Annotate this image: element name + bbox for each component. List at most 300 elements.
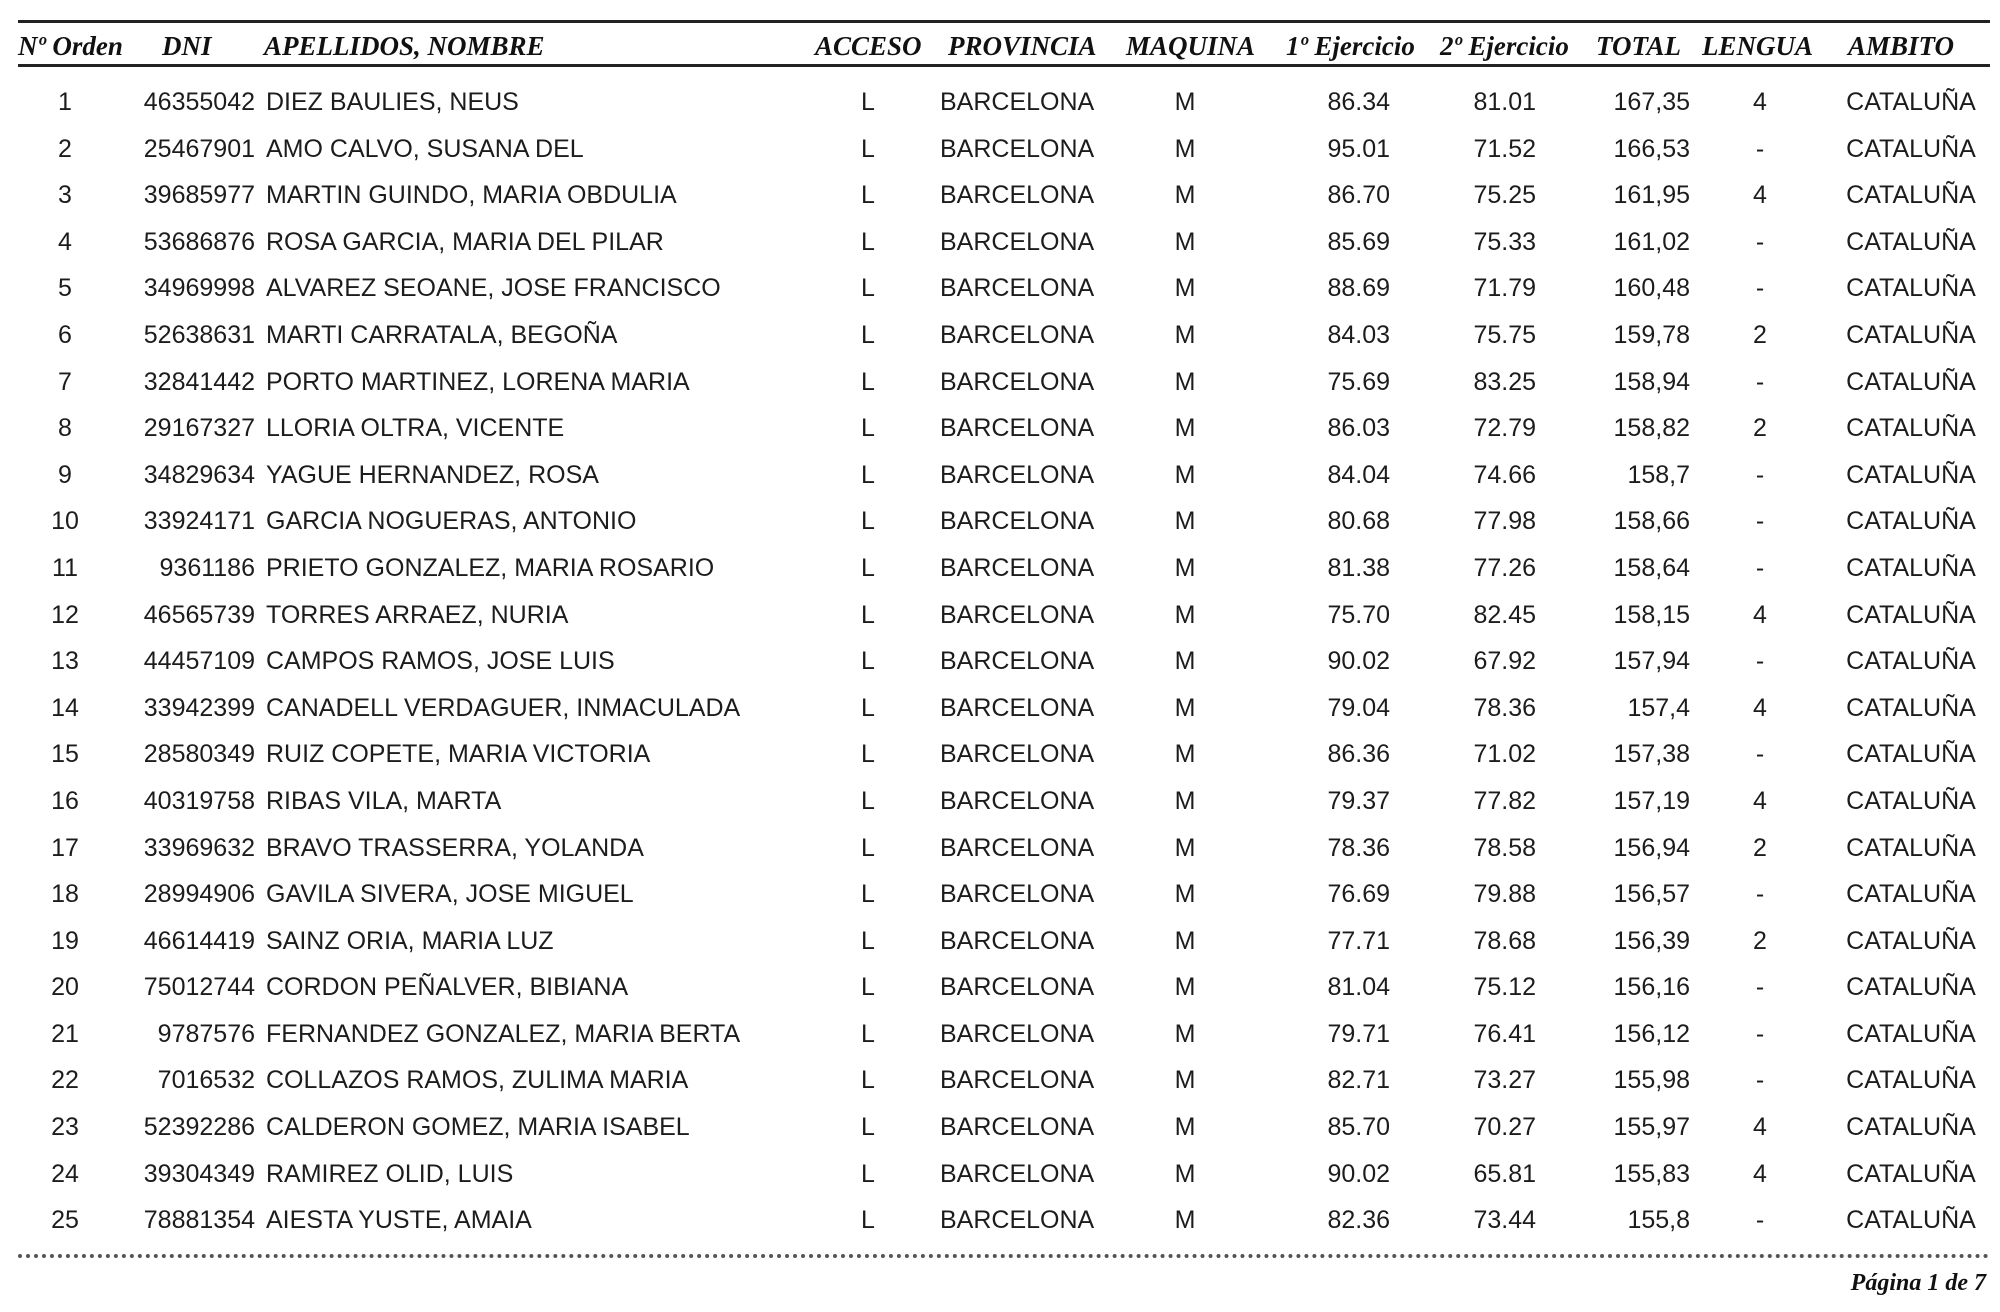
cell-ambito: CATALUÑA [1846, 274, 1976, 303]
cell-orden: 14 [51, 693, 79, 722]
cell-ambito: CATALUÑA [1846, 647, 1976, 676]
cell-ejercicio1: 85.70 [1327, 1113, 1390, 1142]
cell-provincia: BARCELONA [940, 600, 1095, 629]
cell-dni: 34969998 [143, 274, 255, 303]
cell-lengua: - [1755, 1206, 1765, 1235]
cell-provincia: BARCELONA [940, 460, 1095, 489]
cell-ejercicio2: 82.45 [1473, 600, 1536, 629]
cell-lengua: - [1755, 507, 1765, 536]
cell-maquina: M [1174, 1019, 1196, 1048]
cell-dni: 46355042 [143, 88, 255, 116]
cell-lengua: - [1755, 740, 1765, 769]
cell-provincia: BARCELONA [940, 134, 1095, 163]
header-maquina: MAQUINA [1126, 31, 1256, 61]
cell-ejercicio2: 78.36 [1473, 693, 1536, 722]
cell-acceso: L [861, 181, 875, 210]
table-row [0, 1200, 2000, 1247]
cell-total: 161,95 [1613, 181, 1690, 210]
header-ejercicio2: 2º Ejercicio [1440, 31, 1569, 61]
cell-orden: 21 [51, 1019, 79, 1048]
header-ejercicio1: 1º Ejercicio [1286, 31, 1415, 61]
cell-total: 158,15 [1613, 600, 1690, 629]
cell-nombre: COLLAZOS RAMOS, ZULIMA MARIA [266, 1066, 689, 1095]
cell-provincia: BARCELONA [940, 1019, 1095, 1048]
cell-maquina: M [1174, 1206, 1196, 1235]
table-row [0, 921, 2000, 968]
cell-ejercicio2: 77.82 [1473, 786, 1536, 815]
cell-dni: 34829634 [143, 460, 255, 489]
table-row [0, 82, 2000, 129]
cell-lengua: - [1755, 553, 1765, 582]
cell-orden: 15 [51, 740, 79, 769]
cell-dni: 52392286 [143, 1113, 255, 1142]
cell-ambito: CATALUÑA [1846, 693, 1976, 722]
cell-total: 158,7 [1627, 460, 1690, 489]
cell-ejercicio1: 84.03 [1327, 320, 1390, 349]
cell-dni: 28994906 [143, 880, 255, 909]
cell-maquina: M [1174, 1066, 1196, 1095]
cell-lengua: 4 [1753, 693, 1767, 722]
cell-ambito: CATALUÑA [1846, 1113, 1976, 1142]
table-row [0, 1154, 2000, 1201]
cell-maquina: M [1174, 926, 1196, 955]
cell-acceso: L [861, 460, 875, 489]
cell-maquina: M [1174, 274, 1196, 303]
cell-acceso: L [861, 134, 875, 163]
cell-dni: 46565739 [143, 600, 255, 629]
cell-lengua: 4 [1753, 88, 1767, 116]
cell-ejercicio1: 84.04 [1327, 460, 1390, 489]
cell-provincia: BARCELONA [940, 833, 1095, 862]
cell-dni: 25467901 [143, 134, 255, 163]
cell-nombre: PORTO MARTINEZ, LORENA MARIA [266, 367, 690, 396]
cell-maquina: M [1174, 88, 1196, 116]
cell-provincia: BARCELONA [940, 1066, 1095, 1095]
cell-total: 158,94 [1613, 367, 1690, 396]
cell-ejercicio1: 75.69 [1327, 367, 1390, 396]
cell-ejercicio1: 81.38 [1327, 553, 1390, 582]
cell-ejercicio2: 75.25 [1473, 181, 1536, 210]
cell-provincia: BARCELONA [940, 414, 1095, 443]
table-row [0, 1107, 2000, 1154]
cell-provincia: BARCELONA [940, 181, 1095, 210]
cell-provincia: BARCELONA [940, 553, 1095, 582]
header-acceso: ACCESO [815, 31, 922, 61]
cell-nombre: ALVAREZ SEOANE, JOSE FRANCISCO [266, 274, 721, 303]
cell-acceso: L [861, 320, 875, 349]
cell-maquina: M [1174, 414, 1196, 443]
cell-dni: 32841442 [143, 367, 255, 396]
cell-acceso: L [861, 740, 875, 769]
cell-lengua: - [1755, 274, 1765, 303]
cell-ejercicio2: 71.02 [1473, 740, 1536, 769]
table-row [0, 688, 2000, 735]
cell-maquina: M [1174, 181, 1196, 210]
cell-provincia: BARCELONA [940, 1159, 1095, 1188]
cell-dni: 40319758 [143, 786, 255, 815]
cell-acceso: L [861, 1159, 875, 1188]
cell-total: 157,38 [1613, 740, 1690, 769]
cell-nombre: TORRES ARRAEZ, NURIA [266, 600, 569, 629]
cell-ambito: CATALUÑA [1846, 1206, 1976, 1235]
cell-provincia: BARCELONA [940, 973, 1095, 1002]
cell-ejercicio2: 83.25 [1473, 367, 1536, 396]
cell-total: 159,78 [1613, 320, 1690, 349]
cell-ejercicio1: 77.71 [1327, 926, 1390, 955]
cell-ambito: CATALUÑA [1846, 181, 1976, 210]
cell-maquina: M [1174, 600, 1196, 629]
table-row [0, 268, 2000, 315]
cell-maquina: M [1174, 227, 1196, 256]
cell-nombre: MARTI CARRATALA, BEGOÑA [266, 320, 618, 349]
cell-orden: 9 [58, 460, 72, 489]
cell-ejercicio1: 79.37 [1327, 786, 1390, 815]
cell-ejercicio2: 77.26 [1473, 553, 1536, 582]
cell-lengua: - [1755, 1019, 1765, 1048]
cell-maquina: M [1174, 740, 1196, 769]
cell-nombre: RAMIREZ OLID, LUIS [266, 1159, 514, 1188]
cell-ejercicio1: 81.04 [1327, 973, 1390, 1002]
cell-lengua: - [1755, 134, 1765, 163]
cell-ejercicio1: 86.03 [1327, 414, 1390, 443]
cell-dni: 28580349 [143, 740, 255, 769]
cell-nombre: GAVILA SIVERA, JOSE MIGUEL [266, 880, 634, 909]
cell-dni: 7016532 [157, 1066, 255, 1095]
cell-total: 157,4 [1627, 693, 1690, 722]
cell-total: 155,98 [1613, 1066, 1690, 1095]
cell-orden: 10 [51, 507, 79, 536]
table-row [0, 595, 2000, 642]
table-row [0, 315, 2000, 362]
cell-total: 166,53 [1613, 134, 1690, 163]
cell-nombre: PRIETO GONZALEZ, MARIA ROSARIO [266, 553, 715, 582]
cell-acceso: L [861, 600, 875, 629]
cell-acceso: L [861, 833, 875, 862]
header-orden: Nº Orden [18, 31, 123, 61]
cell-provincia: BARCELONA [940, 1206, 1095, 1235]
table-body [0, 82, 2000, 1247]
cell-ejercicio1: 86.70 [1327, 181, 1390, 210]
cell-ejercicio2: 75.12 [1473, 973, 1536, 1002]
cell-ejercicio1: 80.68 [1327, 507, 1390, 536]
cell-nombre: RUIZ COPETE, MARIA VICTORIA [266, 740, 651, 769]
cell-orden: 25 [51, 1206, 79, 1235]
cell-ejercicio2: 78.68 [1473, 926, 1536, 955]
table-row [0, 408, 2000, 455]
cell-acceso: L [861, 1206, 875, 1235]
header-nombre: APELLIDOS, NOMBRE [264, 31, 545, 61]
cell-acceso: L [861, 1019, 875, 1048]
header-rule [18, 64, 1990, 67]
cell-orden: 2 [58, 134, 72, 163]
cell-nombre: DIEZ BAULIES, NEUS [266, 88, 519, 116]
cell-nombre: YAGUE HERNANDEZ, ROSA [266, 460, 599, 489]
cell-ejercicio1: 78.36 [1327, 833, 1390, 862]
cell-dni: 39685977 [143, 181, 255, 210]
cell-orden: 11 [52, 553, 78, 582]
cell-nombre: LLORIA OLTRA, VICENTE [266, 414, 565, 443]
cell-ambito: CATALUÑA [1846, 367, 1976, 396]
cell-total: 157,94 [1613, 647, 1690, 676]
cell-acceso: L [861, 367, 875, 396]
cell-nombre: MARTIN GUINDO, MARIA OBDULIA [266, 181, 677, 210]
cell-nombre: AIESTA YUSTE, AMAIA [266, 1206, 532, 1235]
cell-nombre: CAMPOS RAMOS, JOSE LUIS [266, 647, 615, 676]
cell-provincia: BARCELONA [940, 274, 1095, 303]
cell-lengua: 4 [1753, 1159, 1767, 1188]
cell-nombre: CORDON PEÑALVER, BIBIANA [266, 973, 629, 1002]
cell-ambito: CATALUÑA [1846, 600, 1976, 629]
cell-ejercicio1: 86.34 [1327, 88, 1390, 116]
cell-dni: 33969632 [143, 833, 255, 862]
cell-lengua: - [1755, 367, 1765, 396]
table-row [0, 455, 2000, 502]
cell-ejercicio2: 75.75 [1473, 320, 1536, 349]
cell-orden: 8 [58, 414, 72, 443]
cell-ejercicio1: 95.01 [1327, 134, 1390, 163]
cell-ambito: CATALUÑA [1846, 507, 1976, 536]
cell-maquina: M [1174, 553, 1196, 582]
cell-acceso: L [861, 973, 875, 1002]
cell-provincia: BARCELONA [940, 1113, 1095, 1142]
cell-provincia: BARCELONA [940, 88, 1095, 116]
cell-maquina: M [1174, 460, 1196, 489]
cell-lengua: - [1755, 460, 1765, 489]
cell-orden: 24 [51, 1159, 79, 1188]
cell-maquina: M [1174, 693, 1196, 722]
cell-nombre: CANADELL VERDAGUER, INMACULADA [266, 693, 741, 722]
cell-ejercicio1: 90.02 [1327, 647, 1390, 676]
cell-maquina: M [1174, 1113, 1196, 1142]
cell-orden: 16 [51, 786, 79, 815]
page-number: Página 1 de 7 [1850, 1270, 1986, 1296]
cell-total: 158,66 [1613, 507, 1690, 536]
cell-dni: 39304349 [143, 1159, 255, 1188]
cell-ambito: CATALUÑA [1846, 926, 1976, 955]
cell-ejercicio1: 88.69 [1327, 274, 1390, 303]
cell-ejercicio2: 71.79 [1473, 274, 1536, 303]
cell-maquina: M [1174, 973, 1196, 1002]
cell-total: 158,82 [1613, 414, 1690, 443]
cell-ejercicio2: 74.66 [1473, 460, 1536, 489]
cell-ambito: CATALUÑA [1846, 320, 1976, 349]
cell-acceso: L [861, 786, 875, 815]
cell-orden: 7 [58, 367, 72, 396]
cell-provincia: BARCELONA [940, 507, 1095, 536]
cell-lengua: - [1755, 227, 1765, 256]
table-row [0, 874, 2000, 921]
cell-dni: 78881354 [143, 1206, 255, 1235]
footer-rule [18, 1254, 1990, 1258]
cell-total: 156,16 [1613, 973, 1690, 1002]
cell-acceso: L [861, 414, 875, 443]
cell-acceso: L [861, 926, 875, 955]
cell-dni: 52638631 [143, 320, 255, 349]
cell-lengua: 2 [1753, 414, 1767, 443]
cell-orden: 3 [58, 181, 72, 210]
cell-ambito: CATALUÑA [1846, 1066, 1976, 1095]
cell-dni: 75012744 [143, 973, 255, 1002]
cell-ejercicio1: 79.04 [1327, 693, 1390, 722]
cell-total: 155,83 [1613, 1159, 1690, 1188]
cell-acceso: L [861, 647, 875, 676]
cell-ambito: CATALUÑA [1846, 460, 1976, 489]
cell-nombre: BRAVO TRASSERRA, YOLANDA [266, 833, 644, 862]
cell-provincia: BARCELONA [940, 647, 1095, 676]
cell-ambito: CATALUÑA [1846, 134, 1976, 163]
cell-maquina: M [1174, 1159, 1196, 1188]
cell-provincia: BARCELONA [940, 926, 1095, 955]
cell-ejercicio2: 78.58 [1473, 833, 1536, 862]
header-ambito: AMBITO [1848, 31, 1955, 61]
cell-ambito: CATALUÑA [1846, 833, 1976, 862]
cell-ejercicio2: 67.92 [1473, 647, 1536, 676]
cell-nombre: CALDERON GOMEZ, MARIA ISABEL [266, 1113, 690, 1142]
cell-ejercicio2: 75.33 [1473, 227, 1536, 256]
cell-dni: 9787576 [157, 1019, 255, 1048]
cell-dni: 29167327 [143, 414, 255, 443]
cell-nombre: SAINZ ORIA, MARIA LUZ [266, 926, 554, 955]
table-row [0, 967, 2000, 1014]
cell-maquina: M [1174, 134, 1196, 163]
cell-maquina: M [1174, 320, 1196, 349]
cell-total: 160,48 [1613, 274, 1690, 303]
cell-acceso: L [861, 88, 875, 116]
cell-ejercicio2: 65.81 [1473, 1159, 1536, 1188]
cell-acceso: L [861, 227, 875, 256]
cell-ejercicio1: 82.36 [1327, 1206, 1390, 1235]
cell-provincia: BARCELONA [940, 320, 1095, 349]
cell-maquina: M [1174, 507, 1196, 536]
cell-total: 155,8 [1627, 1206, 1690, 1235]
cell-orden: 6 [58, 320, 72, 349]
header-provincia: PROVINCIA [948, 31, 1097, 61]
cell-ambito: CATALUÑA [1846, 973, 1976, 1002]
cell-acceso: L [861, 880, 875, 909]
cell-nombre: GARCIA NOGUERAS, ANTONIO [266, 507, 637, 536]
cell-ambito: CATALUÑA [1846, 880, 1976, 909]
cell-total: 156,94 [1613, 833, 1690, 862]
cell-ejercicio1: 85.69 [1327, 227, 1390, 256]
cell-maquina: M [1174, 367, 1196, 396]
cell-lengua: 4 [1753, 786, 1767, 815]
cell-maquina: M [1174, 880, 1196, 909]
cell-total: 167,35 [1613, 88, 1690, 116]
table-row [0, 1014, 2000, 1061]
cell-ambito: CATALUÑA [1846, 786, 1976, 815]
cell-acceso: L [861, 693, 875, 722]
cell-provincia: BARCELONA [940, 880, 1095, 909]
cell-dni: 33924171 [143, 507, 255, 536]
cell-total: 157,19 [1613, 786, 1690, 815]
cell-lengua: 4 [1753, 600, 1767, 629]
cell-lengua: - [1755, 1066, 1765, 1095]
header-dni: DNI [162, 31, 212, 61]
cell-ambito: CATALUÑA [1846, 227, 1976, 256]
cell-nombre: AMO CALVO, SUSANA DEL [266, 134, 584, 163]
cell-nombre: RIBAS VILA, MARTA [266, 786, 502, 815]
cell-total: 161,02 [1613, 227, 1690, 256]
table-row [0, 362, 2000, 409]
cell-ambito: CATALUÑA [1846, 740, 1976, 769]
cell-total: 156,12 [1613, 1019, 1690, 1048]
cell-orden: 23 [51, 1113, 79, 1142]
table-row [0, 828, 2000, 875]
cell-maquina: M [1174, 786, 1196, 815]
cell-ambito: CATALUÑA [1846, 553, 1976, 582]
cell-orden: 5 [58, 274, 72, 303]
cell-orden: 17 [51, 833, 79, 862]
cell-ejercicio1: 86.36 [1327, 740, 1390, 769]
cell-lengua: 2 [1753, 833, 1767, 862]
cell-acceso: L [861, 553, 875, 582]
cell-lengua: 2 [1753, 926, 1767, 955]
table-row [0, 548, 2000, 595]
table-row [0, 1060, 2000, 1107]
cell-ejercicio2: 70.27 [1473, 1113, 1536, 1142]
cell-ejercicio2: 77.98 [1473, 507, 1536, 536]
cell-orden: 13 [51, 647, 79, 676]
cell-orden: 1 [58, 88, 72, 116]
cell-ejercicio2: 72.79 [1473, 414, 1536, 443]
cell-orden: 4 [58, 227, 72, 256]
cell-ejercicio2: 71.52 [1473, 134, 1536, 163]
cell-acceso: L [861, 507, 875, 536]
cell-lengua: 4 [1753, 181, 1767, 210]
cell-lengua: 2 [1753, 320, 1767, 349]
cell-lengua: - [1755, 973, 1765, 1002]
cell-ejercicio2: 73.44 [1473, 1206, 1536, 1235]
cell-orden: 20 [51, 973, 79, 1002]
cell-provincia: BARCELONA [940, 227, 1095, 256]
cell-orden: 19 [51, 926, 79, 955]
cell-provincia: BARCELONA [940, 740, 1095, 769]
cell-lengua: - [1755, 880, 1765, 909]
cell-dni: 53686876 [143, 227, 255, 256]
cell-lengua: 4 [1753, 1113, 1767, 1142]
top-rule [18, 20, 1990, 23]
header-lengua: LENGUA [1702, 31, 1814, 61]
cell-ambito: CATALUÑA [1846, 414, 1976, 443]
table-row [0, 175, 2000, 222]
cell-ejercicio2: 79.88 [1473, 880, 1536, 909]
cell-ambito: CATALUÑA [1846, 1159, 1976, 1188]
cell-ambito: CATALUÑA [1846, 88, 1976, 116]
cell-ejercicio1: 90.02 [1327, 1159, 1390, 1188]
cell-dni: 9361186 [159, 553, 255, 582]
header-total: TOTAL [1596, 31, 1682, 61]
cell-ejercicio1: 75.70 [1327, 600, 1390, 629]
table-row [0, 641, 2000, 688]
cell-nombre: ROSA GARCIA, MARIA DEL PILAR [266, 227, 664, 256]
cell-total: 158,64 [1613, 553, 1690, 582]
cell-ejercicio1: 79.71 [1327, 1019, 1390, 1048]
cell-ambito: CATALUÑA [1846, 1019, 1976, 1048]
table-row [0, 781, 2000, 828]
cell-orden: 18 [51, 880, 79, 909]
table-row [0, 129, 2000, 176]
cell-maquina: M [1174, 647, 1196, 676]
cell-provincia: BARCELONA [940, 786, 1095, 815]
table-row [0, 734, 2000, 781]
cell-ejercicio2: 76.41 [1473, 1019, 1536, 1048]
table-row [0, 501, 2000, 548]
cell-provincia: BARCELONA [940, 693, 1095, 722]
cell-provincia: BARCELONA [940, 367, 1095, 396]
cell-maquina: M [1174, 833, 1196, 862]
cell-acceso: L [861, 1066, 875, 1095]
cell-ejercicio2: 73.27 [1473, 1066, 1536, 1095]
